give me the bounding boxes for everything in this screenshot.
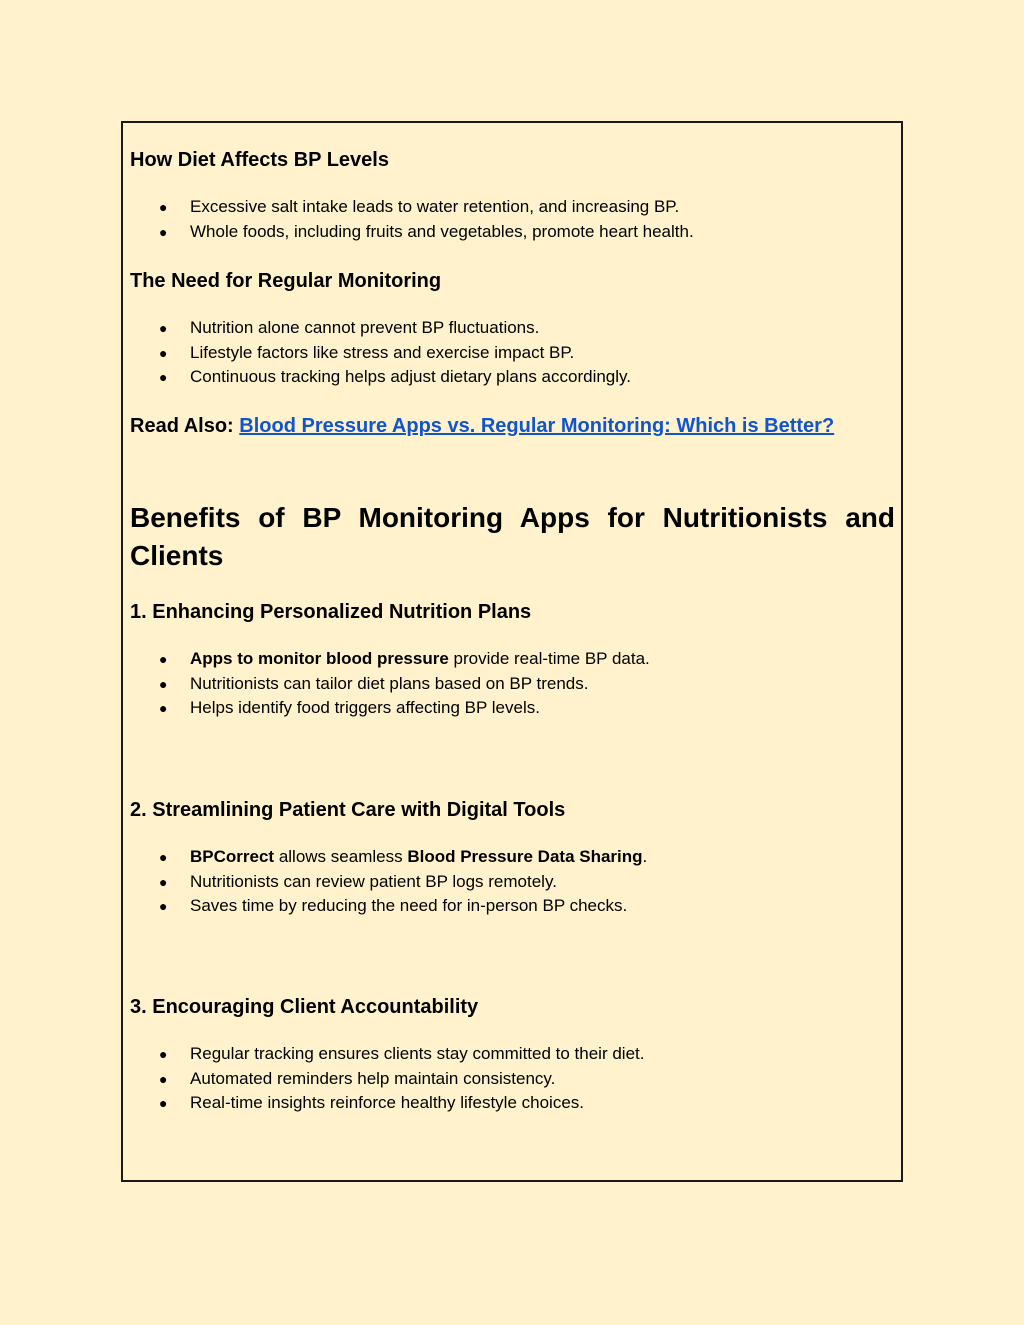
bullet-icon: ● [159, 344, 168, 361]
list-monitoring-needs [130, 316, 895, 390]
bullet-icon: ● [159, 320, 168, 336]
list-section-3 [130, 1042, 895, 1116]
bullet-icon: ● [159, 849, 168, 865]
bullet-icon: ● [159, 873, 168, 890]
list-item: ● Saves time by reducing the need for in-person BP checks. [130, 894, 895, 919]
bullet-icon: ● [159, 675, 168, 692]
heading-section-2: 2. Streamlining Patient Care with Digital Tools [130, 799, 566, 821]
bullet-icon: ● [159, 223, 168, 240]
bullet-icon: ● [159, 700, 168, 716]
list-item: ● Lifestyle factors like stress and exercise impact BP. [130, 341, 895, 366]
bullet-icon: ● [159, 199, 168, 215]
list-diet-effects [130, 195, 895, 244]
list-item: ● Nutritionists can tailor diet plans based on BP trends. [130, 672, 895, 697]
heading-regular-monitoring: The Need for Regular Monitoring [130, 270, 442, 292]
list-item: ● Apps to monitor blood pressure provide real-time BP data. [130, 647, 895, 672]
list-item: ● Nutritionists can review patient BP logs remotely. [130, 870, 895, 895]
list-item: ● Excessive salt intake leads to water retention, and increasing BP. [130, 195, 895, 220]
list-item: ● Helps identify food triggers affecting BP levels. [130, 696, 895, 721]
bullet-icon: ● [159, 1095, 168, 1111]
list-section-1 [130, 647, 895, 721]
list-section-2 [130, 845, 895, 919]
bullet-icon: ● [159, 1046, 168, 1062]
list-item: ● Automated reminders help maintain consistency. [130, 1067, 895, 1092]
list-item: ● Nutrition alone cannot prevent BP fluctuations. [130, 316, 895, 341]
bullet-icon: ● [159, 1070, 168, 1087]
list-item: ● BPCorrect allows seamless Blood Pressure Data Sharing. [130, 845, 895, 870]
bullet-icon: ● [159, 369, 168, 385]
heading-benefits: Benefits of BP Monitoring Apps for Nutritionists and Clients [130, 502, 895, 571]
list-item: ● Continuous tracking helps adjust dietary plans accordingly. [130, 365, 895, 390]
read-also-link[interactable]: Blood Pressure Apps vs. Regular Monitoring: Which is Better? [239, 415, 835, 437]
list-item: ● Regular tracking ensures clients stay committed to their diet. [130, 1042, 895, 1067]
read-also-label: Read Also: [130, 415, 234, 437]
list-item: ● Real-time insights reinforce healthy lifestyle choices. [130, 1091, 895, 1116]
heading-section-1: 1. Enhancing Personalized Nutrition Plans [130, 601, 532, 623]
bullet-icon: ● [159, 651, 168, 667]
list-item: ● Whole foods, including fruits and vegetables, promote heart health. [130, 220, 895, 245]
heading-diet-affects-bp: How Diet Affects BP Levels [130, 149, 389, 171]
read-also-paragraph [130, 412, 895, 441]
heading-section-3: 3. Encouraging Client Accountability [130, 996, 479, 1018]
bullet-icon: ● [159, 898, 168, 914]
